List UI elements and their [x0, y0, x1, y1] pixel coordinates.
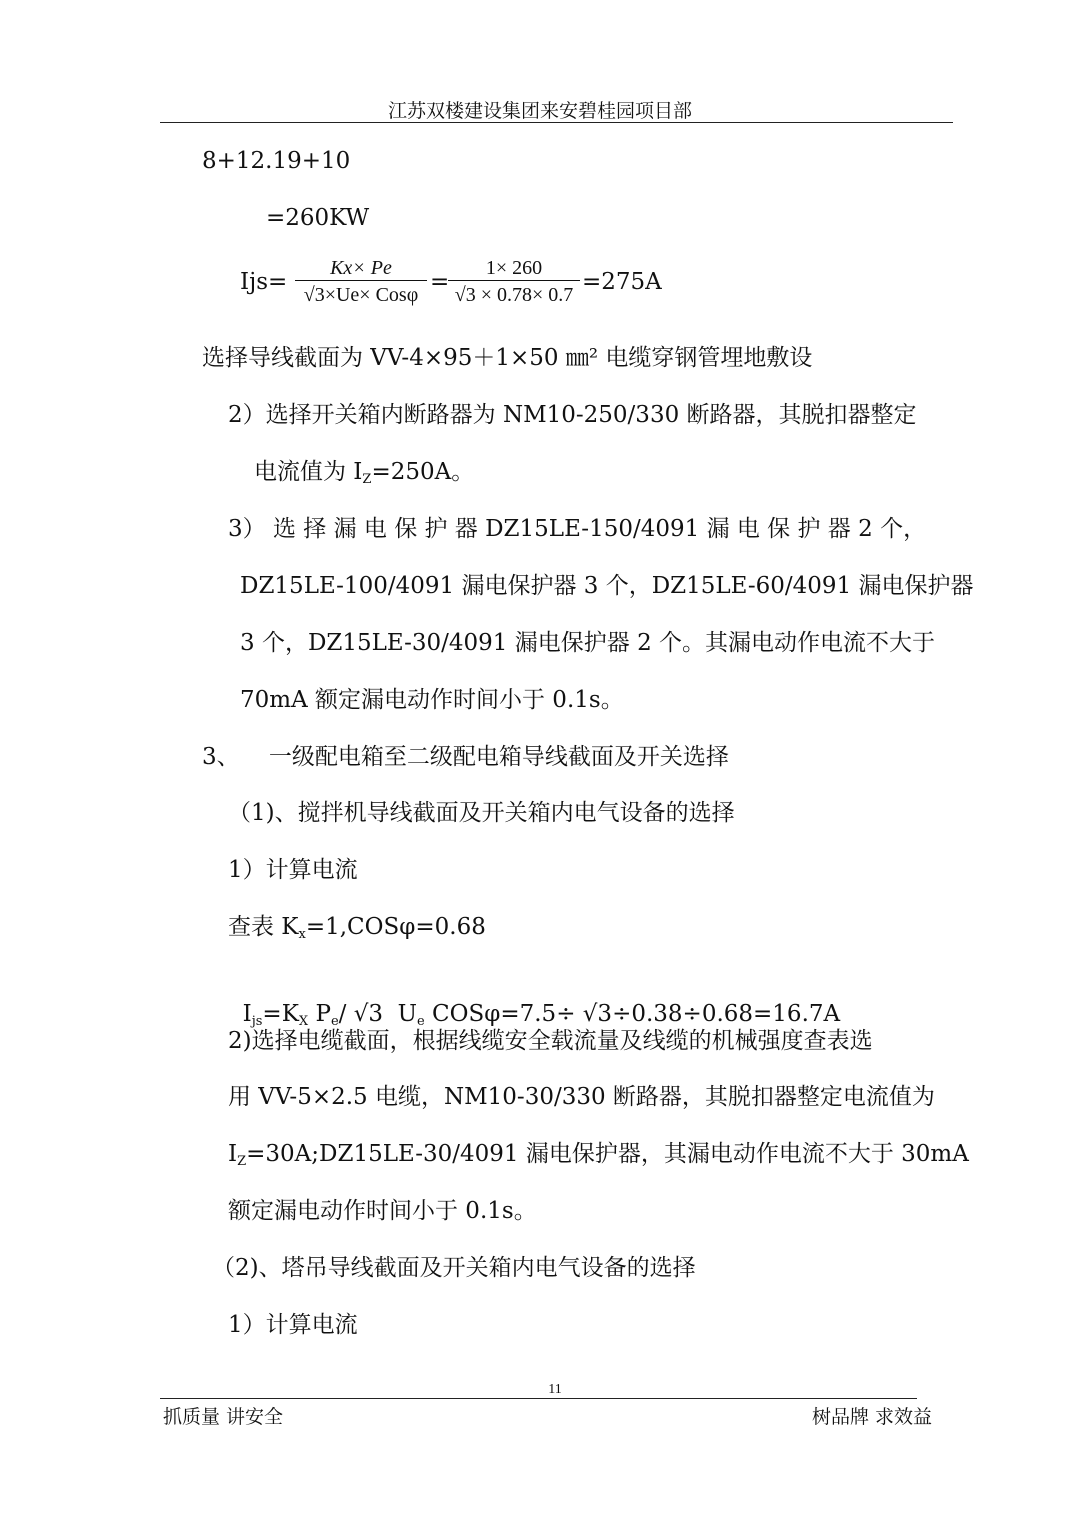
text-line-9: 3 个，DZ15LE-30/4091 漏电保护器 2 个。其漏电动作电流不大于: [240, 630, 936, 656]
fraction-2-numerator: 1× 260: [485, 257, 543, 279]
text-line-14-a: 查表 K: [228, 914, 299, 940]
formula-equals: =: [430, 269, 450, 295]
text-line-8: DZ15LE-100/4091 漏电保护器 3 个，DZ15LE-60/4091 漏电保护器: [240, 573, 974, 599]
current-formula: [240, 256, 660, 316]
text-line-18: [228, 1139, 969, 1177]
header-rule: [160, 122, 953, 123]
calc-s3: e: [330, 1014, 339, 1029]
text-line-17: 用 VV-5×2.5 电缆，NM10-30/330 断路器，其脱扣器整定电流值为: [228, 1084, 935, 1110]
text-line-21: 1）计算电流: [228, 1312, 358, 1338]
text-line-18-sub: Z: [237, 1154, 247, 1169]
calc-s4: e: [417, 1014, 425, 1029]
formula-result: =275A: [582, 269, 662, 295]
subsection-heading-1: （1)、搅拌机导线截面及开关箱内电气设备的选择: [228, 800, 735, 826]
page-header: 江苏双楼建设集团来安碧桂园项目部: [387, 100, 692, 122]
text-line-16: 2)选择电缆截面，根据线缆安全载流量及线缆的机械强度查表选: [228, 1028, 873, 1054]
footer-rule: [160, 1398, 917, 1399]
text-line-1: 8+12.19+10: [202, 148, 351, 174]
footer-left-slogan: 抓质量 讲安全: [163, 1406, 284, 1428]
text-line-6: [254, 457, 474, 495]
calc-p3: P: [308, 1001, 331, 1027]
text-line-14: [228, 912, 486, 950]
text-line-18-b: =30A;DZ15LE-30/4091 漏电保护器，其漏电动作电流不大于 30mA: [246, 1141, 969, 1167]
page-number: 11: [548, 1382, 562, 1397]
footer-right-slogan: 树品牌 求效益: [812, 1406, 933, 1428]
calc-s2: X: [298, 1014, 309, 1029]
fraction-1: [295, 256, 427, 309]
text-line-18-a: I: [228, 1141, 238, 1167]
text-line-19: 额定漏电动作时间小于 0.1s。: [228, 1198, 537, 1224]
text-line-6-a: 电流值为 I: [254, 459, 363, 485]
subsection-heading-2: （2)、塔吊导线截面及开关箱内电气设备的选择: [212, 1255, 696, 1281]
text-line-7: 3） 选 择 漏 电 保 护 器 DZ15LE-150/4091 漏 电 保 护 器 2 个，: [228, 516, 927, 542]
calc-p5: COSφ=7.5÷ √3÷0.38÷0.68=16.7A: [424, 1001, 841, 1027]
fraction-1-numerator: Kx× Pe: [330, 257, 392, 279]
fraction-2: [448, 256, 580, 309]
text-line-14-sub: x: [298, 927, 306, 942]
text-line-10: 70mA 额定漏电动作时间小于 0.1s。: [240, 687, 624, 713]
calc-p1: I: [242, 1001, 252, 1027]
calc-p2: =K: [262, 1001, 299, 1027]
calc-p4: / √3 U: [338, 1001, 418, 1027]
calc-s1: js: [251, 1014, 263, 1029]
formula-lhs: Ijs=: [240, 269, 288, 295]
fraction-2-denominator: √3 × 0.78× 0.7: [448, 280, 580, 309]
text-line-13: 1）计算电流: [228, 857, 358, 883]
fraction-1-denominator: √3×Ue× Cosφ: [295, 280, 427, 309]
text-line-6-sub: Z: [362, 472, 372, 487]
text-line-5: 2）选择开关箱内断路器为 NM10-250/330 断路器，其脱扣器整定: [228, 402, 917, 428]
text-line-6-b: =250A。: [371, 459, 475, 485]
text-line-2: =260KW: [266, 205, 370, 231]
section-heading-3: 3、 一级配电箱至二级配电箱导线截面及开关选择: [202, 744, 729, 770]
text-line-4: 选择导线截面为 VV-4×95＋1×50 ㎜² 电缆穿钢管埋地敷设: [202, 345, 813, 371]
text-line-14-b: =1,COSφ=0.68: [305, 914, 486, 940]
